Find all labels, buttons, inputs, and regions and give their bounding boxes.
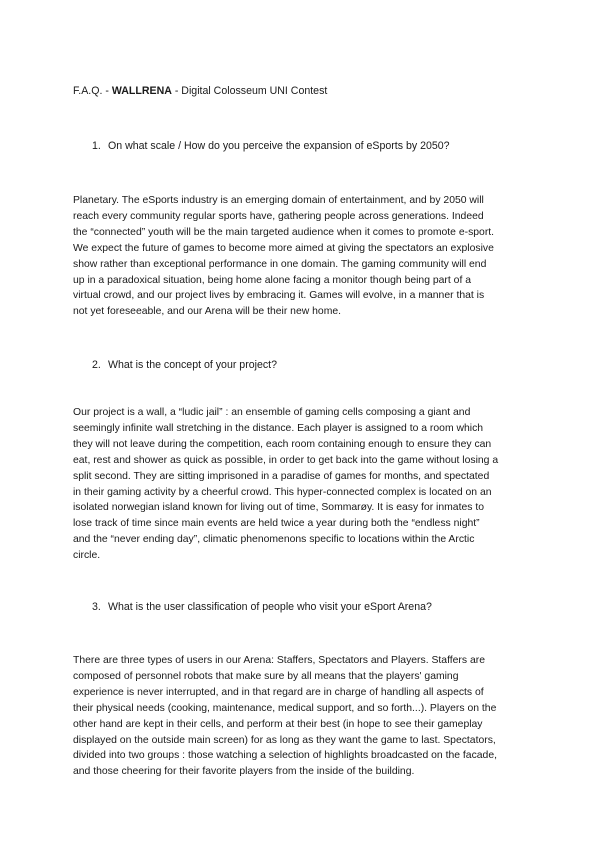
question-number: 1. (92, 140, 101, 152)
answer-line: seemingly infinite wall stretching in the distance. Each player is assigned to a room which (73, 422, 484, 434)
question-text: What is the concept of your project? (108, 359, 277, 371)
answer-line: virtual crowd, and our project lives by embracing it. Games will evolve, in a manner that is (73, 290, 485, 302)
question-2 (92, 358, 277, 374)
question-1 (92, 139, 450, 155)
title-suffix: - Digital Colosseum UNI Contest (171, 85, 328, 97)
answer-line: up in a paradoxical situation, being home alone facing a monitor though being part of a (73, 274, 472, 286)
answer-line: show rather than exceptional performance in one domain. The gaming community will end (73, 258, 487, 270)
title-project-name: WALLRENA (111, 85, 172, 97)
answer-line: lose track of time since main events are held twice a year during both the “endless night” (73, 518, 480, 530)
answer-line: not yet foreseeable, and our Arena will be their new home. (73, 306, 342, 318)
answer-line: There are three types of users in our Arena: Staffers, Spectators and Players. Staffers are (73, 655, 485, 666)
answer-2 (73, 405, 531, 564)
answer-line: they will not leave during the competition, each room containing enough to ensure they can (73, 438, 492, 450)
answer-line: isolated norwegian island known for living out of time, Sommarøy. It is easy for inmates to (73, 502, 484, 514)
question-text: On what scale / How do you perceive the expansion of eSports by 2050? (108, 140, 450, 152)
answer-1 (73, 193, 531, 320)
answer-line: and those cheering for their favorite players from the inside of the building. (73, 766, 415, 778)
answer-line: Planetary. The eSports industry is an emerging domain of entertainment, and by 2050 will (73, 195, 484, 206)
answer-line: reach every community regular sports have, gathering people across generations. Indeed (73, 210, 484, 222)
question-3 (92, 600, 432, 616)
answer-line: divided into two groups : those watching a selection of highlights broadcasted on the facade, (73, 750, 497, 762)
answer-line: composed of personnel robots that make sure by all means that the players' gaming (73, 670, 459, 682)
answer-3 (73, 653, 531, 780)
answer-line: split second. They are sitting imprisoned in a paradise of games for months, and spectated (73, 470, 490, 482)
document-title (73, 84, 327, 100)
question-number: 3. (92, 601, 101, 613)
answer-line: their physical needs (cooking, maintenance, medical support, and so forth...). Players on the (73, 702, 497, 714)
question-text: What is the user classification of people who visit your eSport Arena? (108, 601, 432, 613)
answer-line: We expect the future of games to become more aimed at giving the spectators an explosive (73, 242, 494, 254)
answer-line: experience is never interrupted, and in that regard are in charge of handling all aspects of (73, 686, 484, 698)
answer-line: Our project is a wall, a “ludic jail” : an ensemble of gaming cells composing a giant and (73, 407, 471, 418)
question-number: 2. (92, 359, 101, 371)
answer-line: eat, rest and shower as quick as possible, in order to get back into the game without losing a (73, 454, 499, 466)
answer-line: the “connected” youth will be the main targeted audience when it comes to promote e-sport. (73, 226, 495, 238)
answer-line: and the “never ending day”, climatic phenomenons specific to locations within the Arctic (73, 534, 475, 546)
answer-line: circle. (73, 550, 101, 562)
title-prefix: F.A.Q. - (73, 85, 112, 97)
answer-line: displayed on the outside main screen) for as long as they want the game to last. Spectators, (73, 734, 496, 746)
answer-line: in their gaming activity by a cheerful crowd. This hyper-connected complex is located on an (73, 486, 492, 498)
answer-line: other hand are kept in their cells, and perform at their best (in hope to see their gameplay (73, 718, 483, 730)
